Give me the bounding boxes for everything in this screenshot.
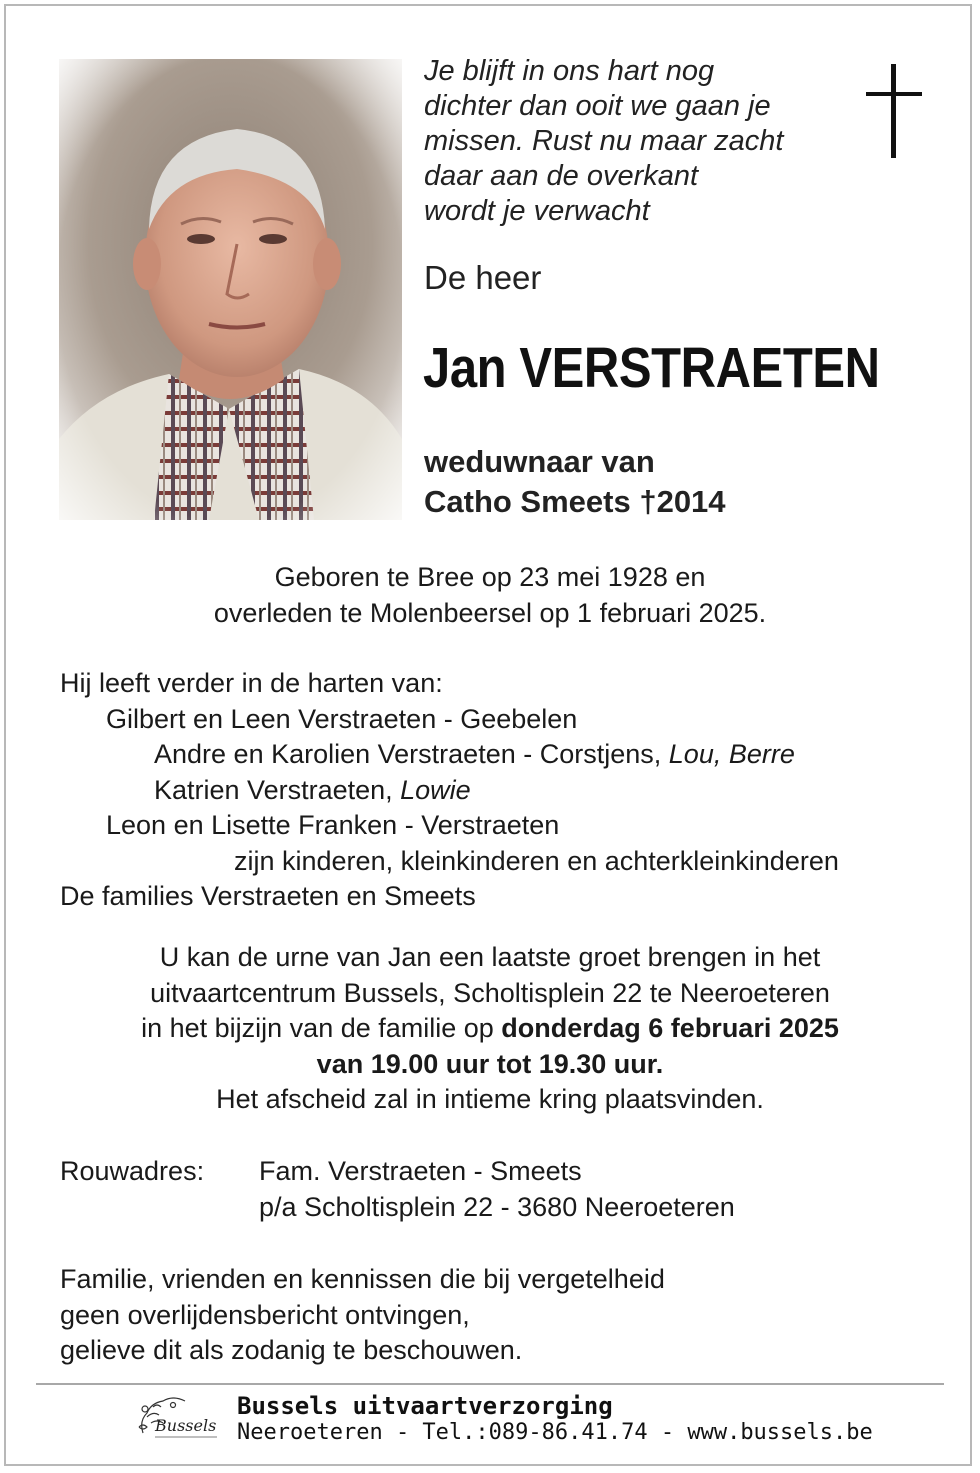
address-line: p/a Scholtisplein 22 - 3680 Neeroeteren bbox=[259, 1191, 735, 1222]
verse-line: missen. Rust nu maar zacht bbox=[424, 125, 784, 157]
verse-line: daar aan de overkant bbox=[424, 160, 699, 192]
visit-time bbox=[0, 1047, 980, 1083]
visitation-info bbox=[0, 940, 980, 1118]
visit-line: Het afscheid zal in intieme kring plaatsvinden. bbox=[216, 1084, 764, 1114]
visit-line-text: in het bijzijn van de familie op bbox=[141, 1013, 502, 1043]
closing-line: Familie, vrienden en kennissen die bij vergetelheid bbox=[60, 1264, 665, 1294]
family-line bbox=[60, 737, 839, 773]
visit-line bbox=[0, 1011, 980, 1047]
birth-line: Geboren te Bree op 23 mei 1928 en bbox=[274, 562, 706, 592]
company-name: Bussels uitvaartverzorging bbox=[237, 1392, 613, 1420]
family-intro: Hij leeft verder in de harten van: bbox=[60, 668, 443, 698]
cross-icon bbox=[866, 64, 922, 158]
family-line: De families Verstraeten en Smeets bbox=[60, 881, 476, 911]
grandchildren-names: Lowie bbox=[400, 774, 471, 805]
closing-line: geen overlijdensbericht ontvingen, bbox=[60, 1299, 470, 1330]
widower-of bbox=[424, 442, 726, 522]
family-list bbox=[60, 666, 839, 915]
visit-date: donderdag 6 februari 2025 bbox=[501, 1013, 839, 1043]
footer-divider bbox=[36, 1383, 944, 1385]
visit-line: U kan de urne van Jan een laatste groet brengen in het bbox=[159, 942, 821, 972]
visit-time-text: van 19.00 uur tot 19.30 uur. bbox=[316, 1048, 664, 1079]
family-line bbox=[60, 773, 839, 809]
death-line: overleden te Molenbeersel op 1 februari 2025. bbox=[213, 598, 767, 628]
logo-text: Bussels bbox=[155, 1416, 217, 1435]
verse-line: Je blijft in ons hart nog bbox=[424, 55, 715, 87]
deceased-name: Jan VERSTRAETEN bbox=[423, 336, 880, 400]
portrait-photo bbox=[59, 59, 402, 520]
birth-death-info bbox=[0, 559, 980, 631]
family-line-text: Katrien Verstraeten, bbox=[154, 774, 401, 805]
grandchildren-names: Lou, Berre bbox=[668, 739, 795, 769]
bussels-logo-icon bbox=[133, 1393, 223, 1445]
closing-line: gelieve dit als zodanig te beschouwen. bbox=[60, 1335, 523, 1365]
family-relation: zijn kinderen, kleinkinderen en achterkleinkinderen bbox=[234, 845, 839, 876]
family-line: Leon en Lisette Franken - Verstraeten bbox=[106, 810, 560, 840]
address-value bbox=[259, 1154, 735, 1225]
memorial-verse bbox=[424, 54, 783, 229]
closing-note bbox=[60, 1262, 665, 1369]
visit-line: uitvaartcentrum Bussels, Scholtisplein 22 te Neeroeteren bbox=[150, 977, 830, 1008]
honorific: De heer bbox=[424, 259, 542, 296]
address-line: Fam. Verstraeten - Smeets bbox=[259, 1156, 582, 1186]
widower-label: weduwnaar van bbox=[424, 444, 655, 479]
company-contact: Neeroeteren - Tel.:089-86.41.74 - www.bussels.be bbox=[237, 1420, 873, 1445]
verse-line: dichter dan ooit we gaan je bbox=[424, 90, 771, 122]
verse-line: wordt je verwacht bbox=[424, 195, 650, 227]
family-line: Gilbert en Leen Verstraeten - Geebelen bbox=[106, 703, 578, 734]
spouse-name: Catho Smeets †2014 bbox=[424, 484, 726, 519]
family-line-text: Andre en Karolien Verstraeten - Corstjens, bbox=[154, 739, 669, 769]
address-label: Rouwadres: bbox=[60, 1156, 205, 1186]
